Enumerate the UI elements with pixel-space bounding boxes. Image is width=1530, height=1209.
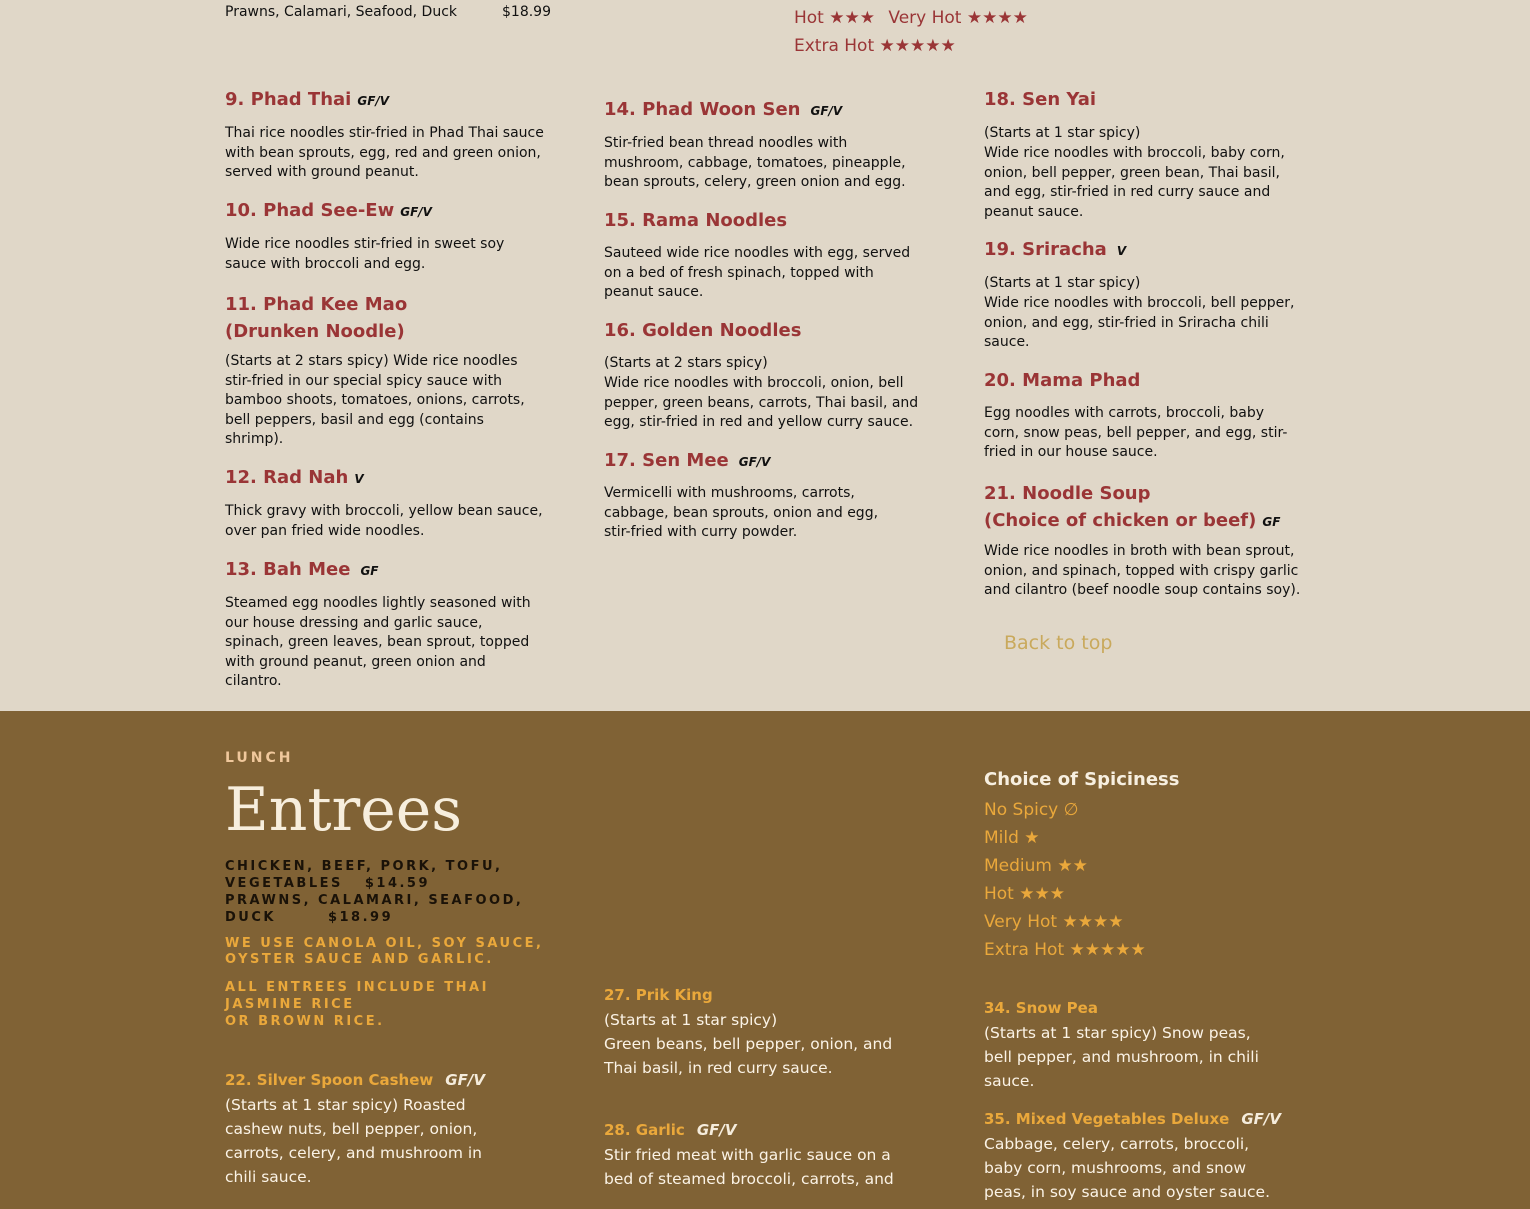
spice-partial — [794, 8, 1028, 28]
item-14-title — [604, 99, 842, 120]
item-21-title — [984, 480, 1280, 536]
item-18-desc: Wide rice noodles with broccoli, baby corn, onion, bell pepper, green bean, Thai basil, and egg, stir-fried in red curry sauce and peanut sauce. — [984, 145, 1285, 220]
item-21-desc: Wide rice noodles in broth with bean sprout, onion, and spinach, topped with crispy garlic and cilantro (beef noodle soup contains soy). — [984, 543, 1301, 598]
entrees-heading: Entrees — [225, 775, 463, 845]
lunch-eyebrow: LUNCH — [225, 750, 294, 766]
item-11-title — [225, 291, 407, 345]
item-22-tag: GF/V — [445, 1071, 485, 1089]
item-19-note: (Starts at 1 star spicy) — [984, 275, 1141, 291]
item-17-title — [604, 450, 770, 471]
rice-note-line1: ALL ENTREES INCLUDE THAI — [225, 980, 489, 995]
item-28-title — [604, 1121, 736, 1139]
spice-level-very-hot: Very Hot ★★★★ — [984, 912, 1124, 932]
spice-level-none: No Spicy ∅ — [984, 800, 1079, 820]
item-35-tag: GF/V — [1241, 1110, 1281, 1128]
item-27-desc — [604, 1008, 894, 1080]
lunch-entrees-section — [0, 711, 1530, 1209]
price-info-2-line2: DUCK — [225, 910, 276, 925]
rice-note-line2: JASMINE RICE — [225, 997, 355, 1012]
price-line-price: $18.99 — [502, 4, 551, 20]
spice-level-medium: Medium ★★ — [984, 856, 1088, 876]
item-12-tag: V — [354, 472, 364, 486]
item-34-desc: (Starts at 1 star spicy) Snow peas, bell pepper, and mushroom, in chili sauce. — [984, 1024, 1259, 1090]
item-9-title — [225, 89, 389, 110]
item-18-note: (Starts at 1 star spicy) — [984, 125, 1141, 141]
spiciness-title: Choice of Spiciness — [984, 769, 1180, 790]
back-to-top-link[interactable]: Back to top — [1004, 632, 1113, 654]
item-10-tag: GF/V — [400, 205, 432, 219]
price-info-1 — [225, 858, 545, 892]
price-info-1-line2: VEGETABLES — [225, 876, 343, 891]
item-12-desc: Thick gravy with broccoli, yellow bean sauce, over pan fried wide noodles. — [225, 503, 543, 539]
item-20-desc: Egg noodles with carrots, broccoli, baby corn, snow peas, bell pepper, and egg, stir-fried in our house sauce. — [984, 405, 1288, 460]
item-22-name: 22. Silver Spoon Cashew — [225, 1071, 434, 1089]
item-16-note: (Starts at 2 stars spicy) — [604, 355, 768, 371]
oil-note-line1: WE USE CANOLA OIL, SOY SAUCE, — [225, 936, 544, 951]
item-14-desc: Stir-fried bean thread noodles with mushroom, cabbage, tomatoes, pineapple, bean sprouts, celery, green onion and egg. — [604, 135, 906, 190]
item-16-desc: Wide rice noodles with broccoli, onion, bell pepper, green beans, carrots, Thai basil, and egg, stir-fried in red and yellow curry sauce. — [604, 375, 919, 430]
spice-extra-hot: Extra Hot ★★★★★ — [794, 36, 956, 56]
item-17-name: 17. Sen Mee — [604, 450, 729, 471]
item-11-name: 11. Phad Kee Mao — [225, 294, 408, 315]
rice-note-line3: OR BROWN RICE. — [225, 1014, 385, 1029]
item-19-tag: V — [1116, 244, 1127, 258]
item-16-title: 16. Golden Noodles — [604, 320, 802, 341]
oil-note-line2: OYSTER SAUCE AND GARLIC. — [225, 952, 494, 967]
item-22-title — [225, 1071, 485, 1089]
item-21-subname: (Choice of chicken or beef) — [984, 510, 1257, 531]
item-28-desc: Stir fried meat with garlic sauce on a bed of steamed broccoli, carrots, and — [604, 1146, 894, 1188]
item-19-desc: Wide rice noodles with broccoli, bell pepper, onion, and egg, stir-fried in Sriracha chili sauce. — [984, 295, 1295, 350]
price-info-2-price: $18.99 — [327, 910, 394, 925]
item-20-title: 20. Mama Phad — [984, 370, 1141, 391]
price-line-label: Prawns, Calamari, Seafood, Duck — [225, 4, 458, 20]
spice-level-mild: Mild ★ — [984, 828, 1040, 848]
spice-very-hot: Very Hot ★★★★ — [888, 8, 1028, 28]
item-13-tag: GF — [360, 564, 379, 578]
item-27-title: 27. Prik King — [604, 986, 713, 1004]
item-34-title: 34. Snow Pea — [984, 999, 1098, 1017]
item-35-desc: Cabbage, celery, carrots, broccoli, baby corn, mushrooms, and snow peas, in soy sauce and oyster sauce. — [984, 1135, 1271, 1201]
item-35-title — [984, 1110, 1281, 1128]
item-11-subname: (Drunken Noodle) — [225, 321, 405, 342]
item-21-name: 21. Noodle Soup — [984, 483, 1151, 504]
price-info-2-line1: PRAWNS, CALAMARI, SEAFOOD, — [225, 893, 524, 908]
spice-level-extra-hot: Extra Hot ★★★★★ — [984, 940, 1146, 960]
item-19-title — [984, 239, 1126, 260]
price-info-2 — [225, 892, 545, 926]
item-13-desc: Steamed egg noodles lightly seasoned with our house dressing and garlic sauce, spinach, green leaves, bean sprout, topped with ground peanut, green onion and cilantro. — [225, 595, 531, 689]
price-line — [225, 3, 555, 23]
item-12-name: 12. Rad Nah — [225, 467, 349, 488]
spice-level-hot: Hot ★★★ — [984, 884, 1065, 904]
item-15-desc: Sauteed wide rice noodles with egg, served on a bed of fresh spinach, topped with peanut sauce. — [604, 245, 911, 300]
item-11-desc: (Starts at 2 stars spicy) Wide rice noodles stir-fried in our special spicy sauce with bamboo shoots, tomatoes, onions, carrots, bell peppers, basil and egg (contains shrimp). — [225, 353, 525, 447]
item-14-tag: GF/V — [810, 104, 843, 118]
item-27-text: Green beans, bell pepper, onion, and Thai basil, in red curry sauce. — [604, 1035, 893, 1077]
spiciness-list — [984, 796, 1146, 964]
item-15-title: 15. Rama Noodles — [604, 210, 788, 231]
item-9-tag: GF/V — [357, 94, 390, 108]
item-22-desc: (Starts at 1 star spicy) Roasted cashew nuts, bell pepper, onion, carrots, celery, and mushroom in chili sauce. — [225, 1096, 483, 1186]
item-28-tag: GF/V — [696, 1121, 737, 1139]
item-10-desc: Wide rice noodles stir-fried in sweet soy sauce with broccoli and egg. — [225, 236, 505, 272]
item-13-name: 13. Bah Mee — [225, 559, 351, 580]
item-14-name: 14. Phad Woon Sen — [604, 99, 801, 120]
item-10-title — [225, 200, 432, 221]
item-10-name: 10. Phad See-Ew — [225, 200, 395, 221]
item-13-title — [225, 559, 378, 580]
spice-hot: Hot ★★★ — [794, 8, 875, 28]
oil-note — [225, 936, 545, 968]
rice-note — [225, 979, 545, 1030]
item-21-tag: GF — [1262, 515, 1281, 529]
item-17-desc: Vermicelli with mushrooms, carrots, cabbage, bean sprouts, onion and egg, stir-fried with curry powder. — [604, 485, 879, 540]
item-19-name: 19. Sriracha — [984, 239, 1107, 260]
item-18-title: 18. Sen Yai — [984, 89, 1097, 110]
item-35-name: 35. Mixed Vegetables Deluxe — [984, 1110, 1230, 1128]
item-28-name: 28. Garlic — [604, 1121, 685, 1139]
item-12-title — [225, 467, 364, 488]
price-info-1-line1: CHICKEN, BEEF, PORK, TOFU, — [225, 859, 503, 874]
item-9-desc: Thai rice noodles stir-fried in Phad Thai sauce with bean sprouts, egg, red and green onion, served with ground peanut. — [225, 125, 544, 180]
item-17-tag: GF/V — [738, 455, 771, 469]
item-27-note: (Starts at 1 star spicy) — [604, 1011, 778, 1029]
price-info-1-price: $14.59 — [364, 876, 431, 891]
item-9-name: 9. Phad Thai — [225, 89, 352, 110]
